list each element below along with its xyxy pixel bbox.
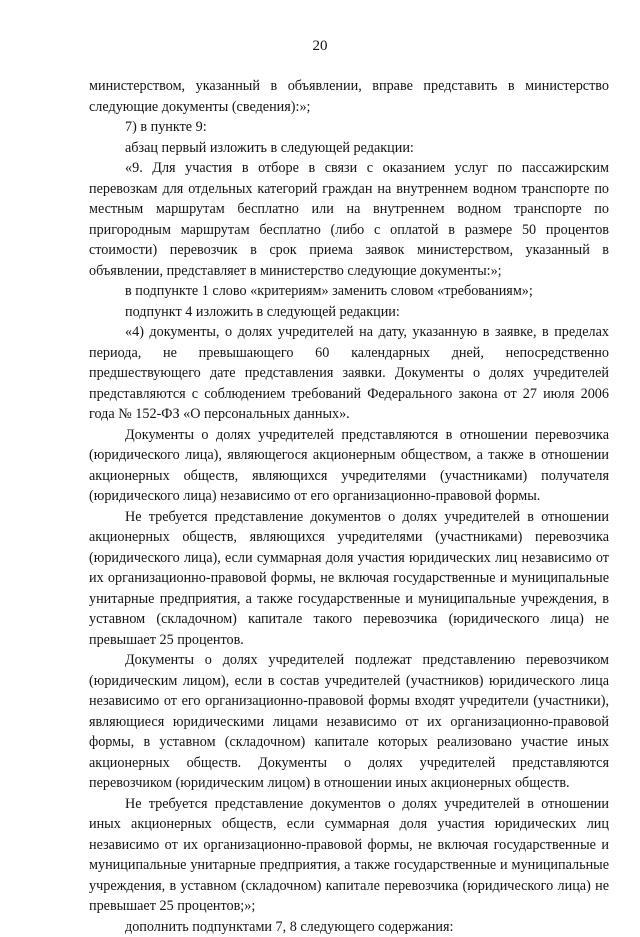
paragraph: «4) документы, о долях учредителей на дату, указанную в заявке, в пределах периода, не превышающего 60 календарных дней, непосредственно предшествующего дате представления заявки. Документы о долях учредителей представляются с соблюдением требований Федерального закона от 27 июля 2006 года № 152-ФЗ «О персональных данных». — [89, 322, 609, 425]
document-body — [89, 76, 609, 937]
paragraph: Документы о долях учредителей представляются в отношении перевозчика (юридического лица), являющегося акционерным обществом, а также в отношении акционерных обществ, являющихся учредителями (участниками) получателя (юридического лица) независимо от его организационно-правовой формы. — [89, 425, 609, 507]
paragraph: в подпункте 1 слово «критериям» заменить словом «требованиям»; — [89, 281, 609, 302]
paragraph: Не требуется представление документов о долях учредителей в отношении акционерных обществ, являющихся учредителями (участниками) перевозчика (юридического лица), если суммарная доля участия юридических лиц независимо от их организационно-правовой формы, не включая государственные и муниципальные унитарные предприятия, а также государственные и муниципальные учреждения, в уставном (складочном) капитале такого перевозчика (юридического лица) не превышает 25 процентов. — [89, 507, 609, 651]
paragraph: Не требуется представление документов о долях учредителей в отношении иных акционерных обществ, если суммарная доля участия юридических лиц независимо от их организационно-правовой формы, не включая государственные и муниципальные унитарные предприятия, а также государственные и муниципальные учреждения, в уставном (складочном) капитале перевозчика (юридического лица) не превышает 25 процентов;»; — [89, 794, 609, 917]
page-number: 20 — [0, 37, 640, 55]
paragraph: дополнить подпунктами 7, 8 следующего содержания: — [89, 917, 609, 937]
paragraph: подпункт 4 изложить в следующей редакции: — [89, 302, 609, 323]
paragraph: Документы о долях учредителей подлежат представлению перевозчиком (юридическим лицом), если в состав учредителей (участников) юридического лица независимо от его организационно-правовой формы входят учредители (участники), являющиеся юридическими лицами независимо от их организационно-правовой формы, в уставном (складочном) капитале которых реализовано участие иных акционерных обществ. Документы о долях учредителей представляются перевозчиком (юридическим лицом) в отношении иных акционерных обществ. — [89, 650, 609, 794]
paragraph: абзац первый изложить в следующей редакции: — [89, 138, 609, 159]
paragraph: министерством, указанный в объявлении, вправе представить в министерство следующие документы (сведения):»; — [89, 76, 609, 117]
paragraph: «9. Для участия в отборе в связи с оказанием услуг по пассажирским перевозкам для отдельных категорий граждан на внутреннем водном транспорте по местным маршрутам бесплатно или на внутреннем водном транспорте по пригородным маршрутам бесплатно (либо с оплатой в размере 50 процентов стоимости) перевозчик в срок приема заявок министерством, указанный в объявлении, представляет в министерство следующие документы:»; — [89, 158, 609, 281]
paragraph: 7) в пункте 9: — [89, 117, 609, 138]
